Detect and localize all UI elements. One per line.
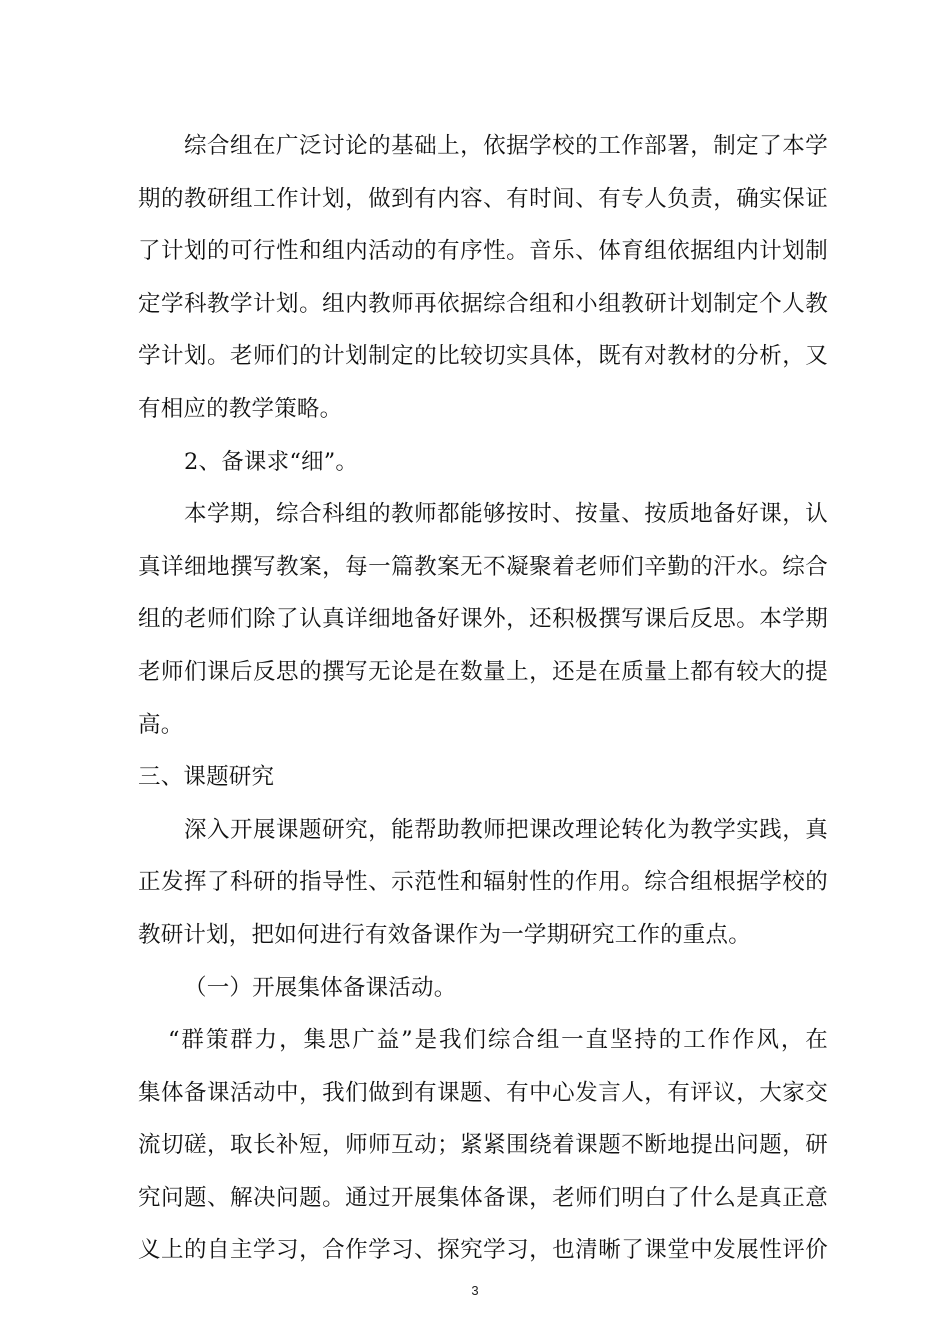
section-subheading: 2、备课求“细”。 [184, 448, 359, 475]
text-line: 正发挥了科研的指导性、示范性和辐射性的作用。综合组根据学校的 [138, 869, 828, 896]
text-line: 流切磋，取长补短，师师互动；紧紧围绕着课题不断地提出问题，研 [138, 1132, 828, 1159]
text-line: 学计划。老师们的计划制定的比较切实具体，既有对教材的分析，又 [138, 343, 828, 370]
text-line: 高。 [138, 711, 184, 738]
text-line: 义上的自主学习，合作学习、探究学习，也清晰了课堂中发展性评价 [138, 1237, 828, 1264]
text-line: 集体备课活动中，我们做到有课题、有中心发言人，有评议，大家交 [138, 1079, 828, 1106]
section-subheading: （一）开展集体备课活动。 [184, 974, 457, 1001]
page-number: 3 [471, 1283, 479, 1298]
text-line: 本学期，综合科组的教师都能够按时、按量、按质地备好课，认 [184, 501, 828, 528]
text-line: 综合组在广泛讨论的基础上，依据学校的工作部署，制定了本学 [184, 133, 828, 159]
text-line: 真详细地撰写教案，每一篇教案无不凝聚着老师们辛勤的汗水。综合 [138, 553, 828, 580]
text-line: 期的教研组工作计划，做到有内容、有时间、有专人负责，确实保证 [138, 185, 828, 212]
text-line: 老师们课后反思的撰写无论是在数量上，还是在质量上都有较大的提 [138, 658, 828, 685]
text-line: 了计划的可行性和组内活动的有序性。音乐、体育组依据组内计划制 [138, 238, 828, 265]
text-line: “群策群力，集思广益”是我们综合组一直坚持的工作作风，在 [168, 1027, 828, 1054]
text-line: 教研计划，把如何进行有效备课作为一学期研究工作的重点。 [138, 921, 751, 948]
text-line: 究问题、解决问题。通过开展集体备课，老师们明白了什么是真正意 [138, 1184, 828, 1211]
text-line: 组的老师们除了认真详细地备好课外，还积极撰写课后反思。本学期 [138, 606, 828, 633]
document-body [138, 120, 828, 1277]
text-line: 深入开展课题研究，能帮助教师把课改理论转化为教学实践，真 [184, 816, 828, 843]
text-line: 有相应的教学策略。 [138, 395, 343, 422]
text-line: 定学科教学计划。组内教师再依据综合组和小组教研计划制定个人教 [138, 290, 828, 317]
section-heading: 三、课题研究 [138, 764, 275, 791]
